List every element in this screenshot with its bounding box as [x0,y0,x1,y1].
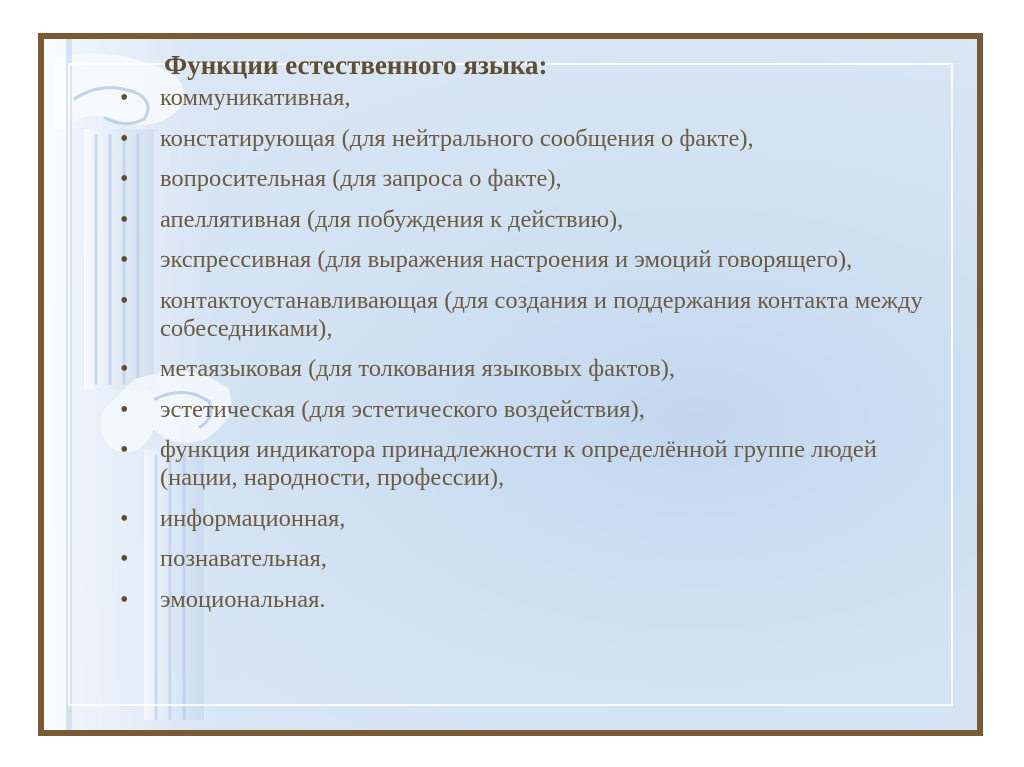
list-item [117,436,937,492]
list-item [117,355,937,383]
bullet-icon: • [120,247,129,273]
list-item-text: констатирующая (для нейтрального сообщения о факте), [160,124,754,152]
bullet-icon: • [120,396,129,423]
list-item-text: эмоциональная. [160,585,326,613]
list-item [117,505,937,533]
list-item [117,246,937,274]
bullet-icon: • [120,505,129,532]
functions-list [117,84,937,614]
list-item [117,84,937,112]
bullet-icon: • [120,586,129,613]
bullet-icon: • [120,206,129,233]
list-item [117,396,937,424]
list-item [117,125,937,153]
list-item [117,545,937,573]
bullet-icon: • [120,437,129,463]
bullet-icon: • [120,356,129,382]
bullet-icon: • [120,125,129,152]
list-item [117,586,937,614]
slide-title: Функции естественного языка: [164,50,548,80]
bullet-icon: • [120,546,129,572]
list-item-text: познавательная, [160,545,327,572]
list-item [117,287,937,343]
bullet-icon: • [120,85,129,111]
list-item-text: вопросительная (для запроса о факте), [160,165,562,192]
list-item [117,206,937,234]
list-item-text: апеллятивная (для побуждения к действию), [160,205,624,233]
list-item-text: эстетическая (для эстетического воздействия), [160,395,645,423]
list-item-text: контактоустанавливающая (для создания и поддержания контакта между собеседниками), [160,286,923,342]
list-item-text: информационная, [160,504,346,532]
list-item-text: коммуникативная, [160,84,351,111]
bullet-icon: • [120,287,129,314]
list-item-text: функция индикатора принадлежности к определённой группе людей (нации, народности, профессии), [160,436,877,491]
slide-content [117,49,937,626]
bullet-icon: • [120,166,129,192]
list-item [117,165,937,193]
list-item-text: метаязыковая (для толкования языковых фактов), [160,355,676,382]
list-item-text: экспрессивная (для выражения настроения и эмоций говорящего), [160,246,853,273]
